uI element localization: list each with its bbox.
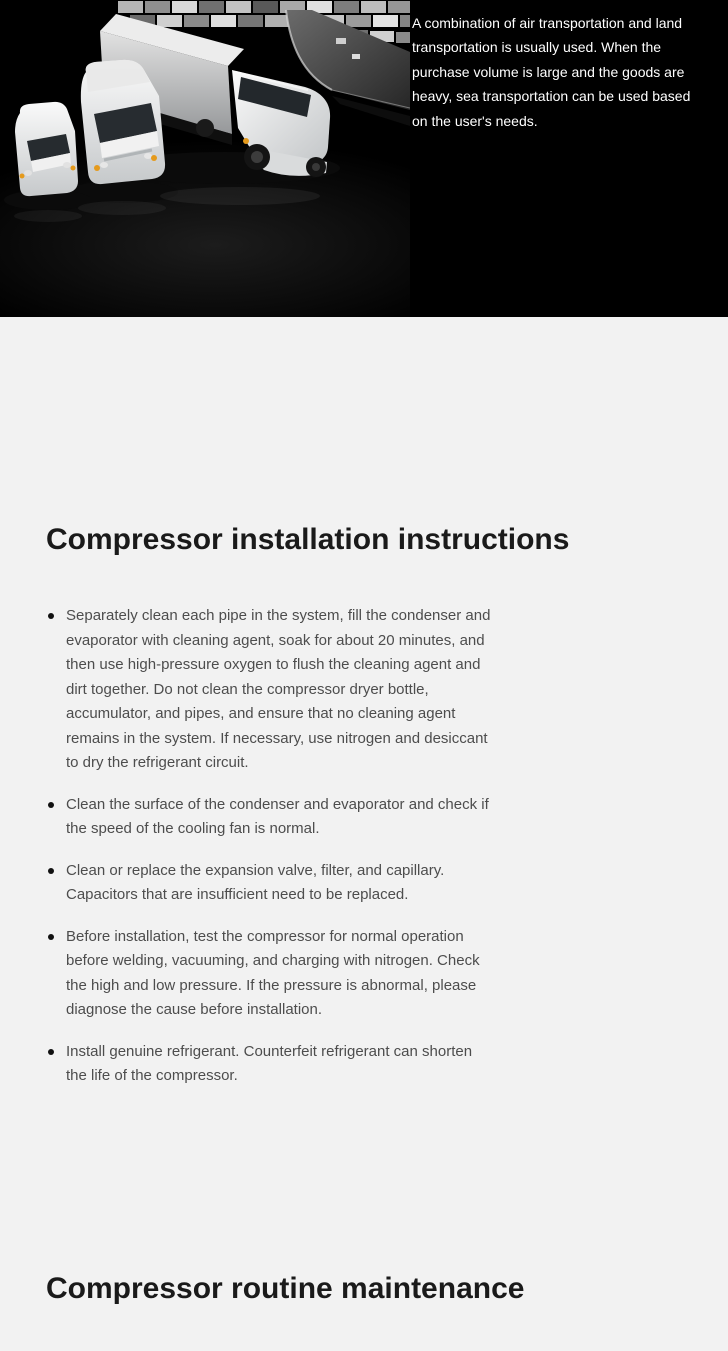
- list-item-text: Clean or replace the expansion valve, filter, and capillary. Capacitors that are insufficient need to be replaced.: [66, 861, 445, 903]
- list-item: [46, 604, 496, 776]
- hero-image: [0, 0, 410, 317]
- bullet-icon: [48, 1049, 54, 1055]
- list-item: [46, 859, 496, 908]
- list-item-text: Clean the surface of the condenser and evaporator and check if the speed of the cooling fan is normal.: [66, 795, 489, 837]
- bullet-icon: [48, 868, 54, 874]
- hero-paragraph: A combination of air transportation and land transportation is usually used. When the purchase volume is large and the goods are heavy, sea transportation can be used based on the user's needs.: [412, 15, 691, 129]
- list-item: [46, 925, 496, 1023]
- bullet-icon: [48, 613, 54, 619]
- installation-list: [46, 604, 496, 1089]
- list-item: [46, 793, 496, 842]
- bullet-icon: [48, 934, 54, 940]
- bullet-icon: [48, 802, 54, 808]
- installation-title: Compressor installation instructions: [46, 523, 570, 556]
- list-item-text: Install genuine refrigerant. Counterfeit refrigerant can shorten the life of the compressor.: [66, 1042, 473, 1084]
- maintenance-title: Compressor routine maintenance: [46, 1271, 525, 1305]
- content: [0, 317, 728, 1307]
- list-item: [46, 1040, 496, 1089]
- hero-section: [0, 0, 728, 317]
- transport-illustration: [0, 0, 410, 317]
- list-item-text: Separately clean each pipe in the system, fill the condenser and evaporator with cleaning agent, soak for about 20 minutes, and then use high-pressure oxygen to flush the cleaning agent and dirt together. Do not clean the compressor dryer bottle, accumulator, and pipes, and ensure that no cleaning agent remains in the system. If necessary, use nitrogen and desiccant to dry the refrigerant circuit.: [66, 607, 491, 771]
- list-item-text: Before installation, test the compressor for normal operation before welding, vacuuming, and charging with nitrogen. Check the high and low pressure. If the pressure is abnormal, please diagnose the cause before installation.: [66, 927, 480, 1018]
